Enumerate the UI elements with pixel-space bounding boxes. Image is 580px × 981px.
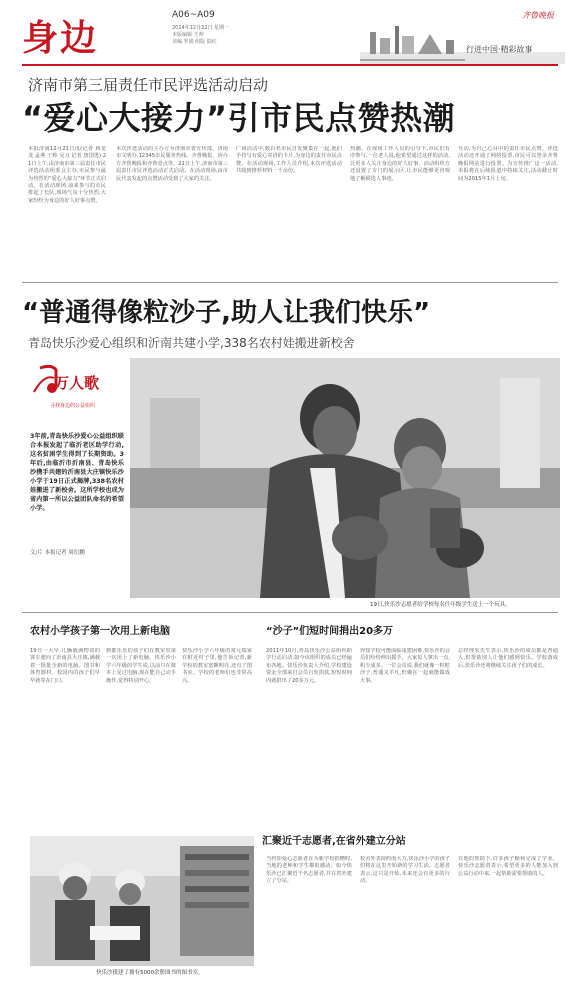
library-photo-caption: 快乐沙援建了拥有5000余册图书的图书室。 bbox=[96, 970, 204, 976]
library-photo bbox=[30, 836, 254, 966]
story1-column-4: 热潮。在现场工作人员的引导下,市民们有序参与,一位老人说,他希望通过这样的活动,让更多人关注身边的好人好事。活动组织方还设置了专门的展示区,让市民能够更直观地了解候选人事迹。 bbox=[350, 146, 450, 182]
story2-author: 文/片 本报记者 周衍鹏 bbox=[30, 550, 85, 556]
masthead bbox=[0, 0, 580, 70]
column-logo-text: 万人歌 bbox=[54, 374, 100, 392]
sub3-column-2: 校舍外表简约而大方,快乐沙小学的孩子们将在这里开始新的学习生活。志愿者表示,这只是开始,未来还会有更多的行动。 bbox=[360, 856, 450, 885]
design-line: 美编 罗娟 组版 陆红 bbox=[172, 39, 217, 45]
sub2-column-1: 2011年10月,青岛快乐沙公益组织助学行动启动,如今该组织的成员已经遍布各地。快乐沙负责人介绍,学校建设资金全部来自会员自发捐款,短短时间内就捐出了20多万元。 bbox=[266, 648, 352, 684]
sub3-column-3: 在他的帮助下,许多孩子顺利完成了学业。快乐沙志愿者表示,希望更多的人能加入到公益行动中来,一起帮助需要帮助的人。 bbox=[458, 856, 558, 877]
section-title: 身边 bbox=[22, 17, 99, 59]
sub2-column-3: 总经理朱先生表示,快乐沙的成员都是普通人,但帮助别人让他们感到快乐。学校落成后,快乐沙还将继续关注孩子们的成长。 bbox=[458, 648, 558, 669]
column-logo bbox=[30, 362, 102, 418]
story1-column-3: 广场活动中,数百名市民自发聚集在一起,他们手持写有爱心寄语的卡片,为身边的责任市民点赞。在活动现场,工作人员介绍,本次评选活动共收到推荐材料一千余份。 bbox=[236, 146, 342, 175]
main-photo-caption: 19日,快乐沙志愿者给学校每名任年级学生送上一个玩具。 bbox=[370, 602, 511, 608]
column-logo-sub: 寻找身边的公益组织 bbox=[50, 403, 96, 409]
sub1-title: 农村小学孩子第一次用上新电脑 bbox=[30, 626, 170, 637]
brand-logo: 齐鲁晚报 bbox=[522, 11, 554, 20]
story1-column-5: 互动,为自己心目中的责任市民点赞。评选活动还开通了网络投票,市民可以登录齐鲁晚报网站进行投票。为宣传推广这一活动,本报将在后续报道中持续关注,活动截止时间为2015年1月上旬。 bbox=[458, 146, 558, 182]
skyline-graphic bbox=[360, 22, 565, 64]
sub3-column-1: 当得知爱心志愿者在为新学校捐赠时,当地的老师和学生都很感动。如今快乐沙已汇聚近千名志愿者,并在省外建立了分站。 bbox=[266, 856, 352, 885]
divider bbox=[22, 612, 558, 613]
sub1-column-1: 19日一大早,几辆载满物资的客车驶向了沂南县大庄镇,满载着一批批全新的电脑、图书和体育器材。校园内的孩子们早早就等在门口。 bbox=[30, 648, 100, 684]
sub3-title: 汇聚近千志愿者,在省外建立分站 bbox=[262, 836, 406, 847]
date-line: 2014年12月22日 星期一 bbox=[172, 25, 230, 31]
page-range: A06~A09 bbox=[172, 10, 215, 20]
sub1-column-2: 到都乐乐的孩子们在教室里第一次用上了新电脑。快乐沙小学六年级的学生说,以前只在课本上见过电脑,现在能自己动手操作,觉得特别开心。 bbox=[106, 648, 176, 684]
sub2-column-2: 得知学校可能面临重建困难,快乐沙的会员们纷纷伸出援手。大家每人拿出一点,积少成多。一位会员说,我们就像一粒粒沙子,普通又平凡,但聚在一起就能做成大事。 bbox=[360, 648, 450, 684]
story2-subhead: 青岛快乐沙爱心组织和沂南共建小学,338名农村娃搬进新校舍 bbox=[28, 336, 355, 350]
slogan: 行进中国·精彩故事 bbox=[466, 45, 533, 54]
story1-kicker: 济南市第三届责任市民评选活动启动 bbox=[28, 76, 269, 94]
story1-column-1: 本报济南12月21日讯(记者 蒋龙龙 孟燕 王帅 吴习 记者 唐国勇) 21日上午,由济南市第三届责任市民评选活动组委会主办,市民参与最为热烈的“爱心大接力”环节正式启动。在活动现场,前来参与的市民排起了长队,现场气氛十分热烈,大家纷纷为身边的好人好事点赞。 bbox=[28, 146, 106, 204]
main-photo bbox=[130, 358, 560, 598]
story2-headline: “普通得像粒沙子,助人让我们快乐” bbox=[22, 298, 431, 328]
story1-headline: “爱心大接力”引市民点赞热潮 bbox=[22, 99, 456, 137]
divider bbox=[22, 282, 558, 283]
header-rule bbox=[22, 64, 558, 66]
story2-intro: 3年前,青岛快乐沙爱心公益组织联合本报发起了临沂老区助学行动,这名贫困学生得到了长期资助。3年后,由临沂市沂南县、青岛快乐沙携手共建的沂南县大庄镇快乐沙小学于19日正式揭牌,338名农村娃搬进了新校舍。这所学校也成为省内第一所以公益团队命名的希望小学。 bbox=[30, 433, 124, 512]
sub2-title: “沙子”们短时间捐出20多万 bbox=[266, 626, 394, 637]
sub1-column-3: 快乐沙小学六年级的常元瑞家在附近村子里,他告诉记者,新学校的教室宽敞明亮,还有了图书室。学校的老师们也非常高兴。 bbox=[182, 648, 252, 684]
story1-column-2: 本次评选活动的主办方为济南市委宣传部、济南市文明办,12345市民服务热线、齐鲁晚报、协办方齐鲁晚报和齐鲁壹点等。21日上午,济南市第三届责任市民评选活动正式启动。在活动现场,由市民代表发起的点赞活动受到了大家的关注。 bbox=[116, 146, 228, 182]
editor-line: 本版编辑 王帅 bbox=[172, 32, 204, 38]
